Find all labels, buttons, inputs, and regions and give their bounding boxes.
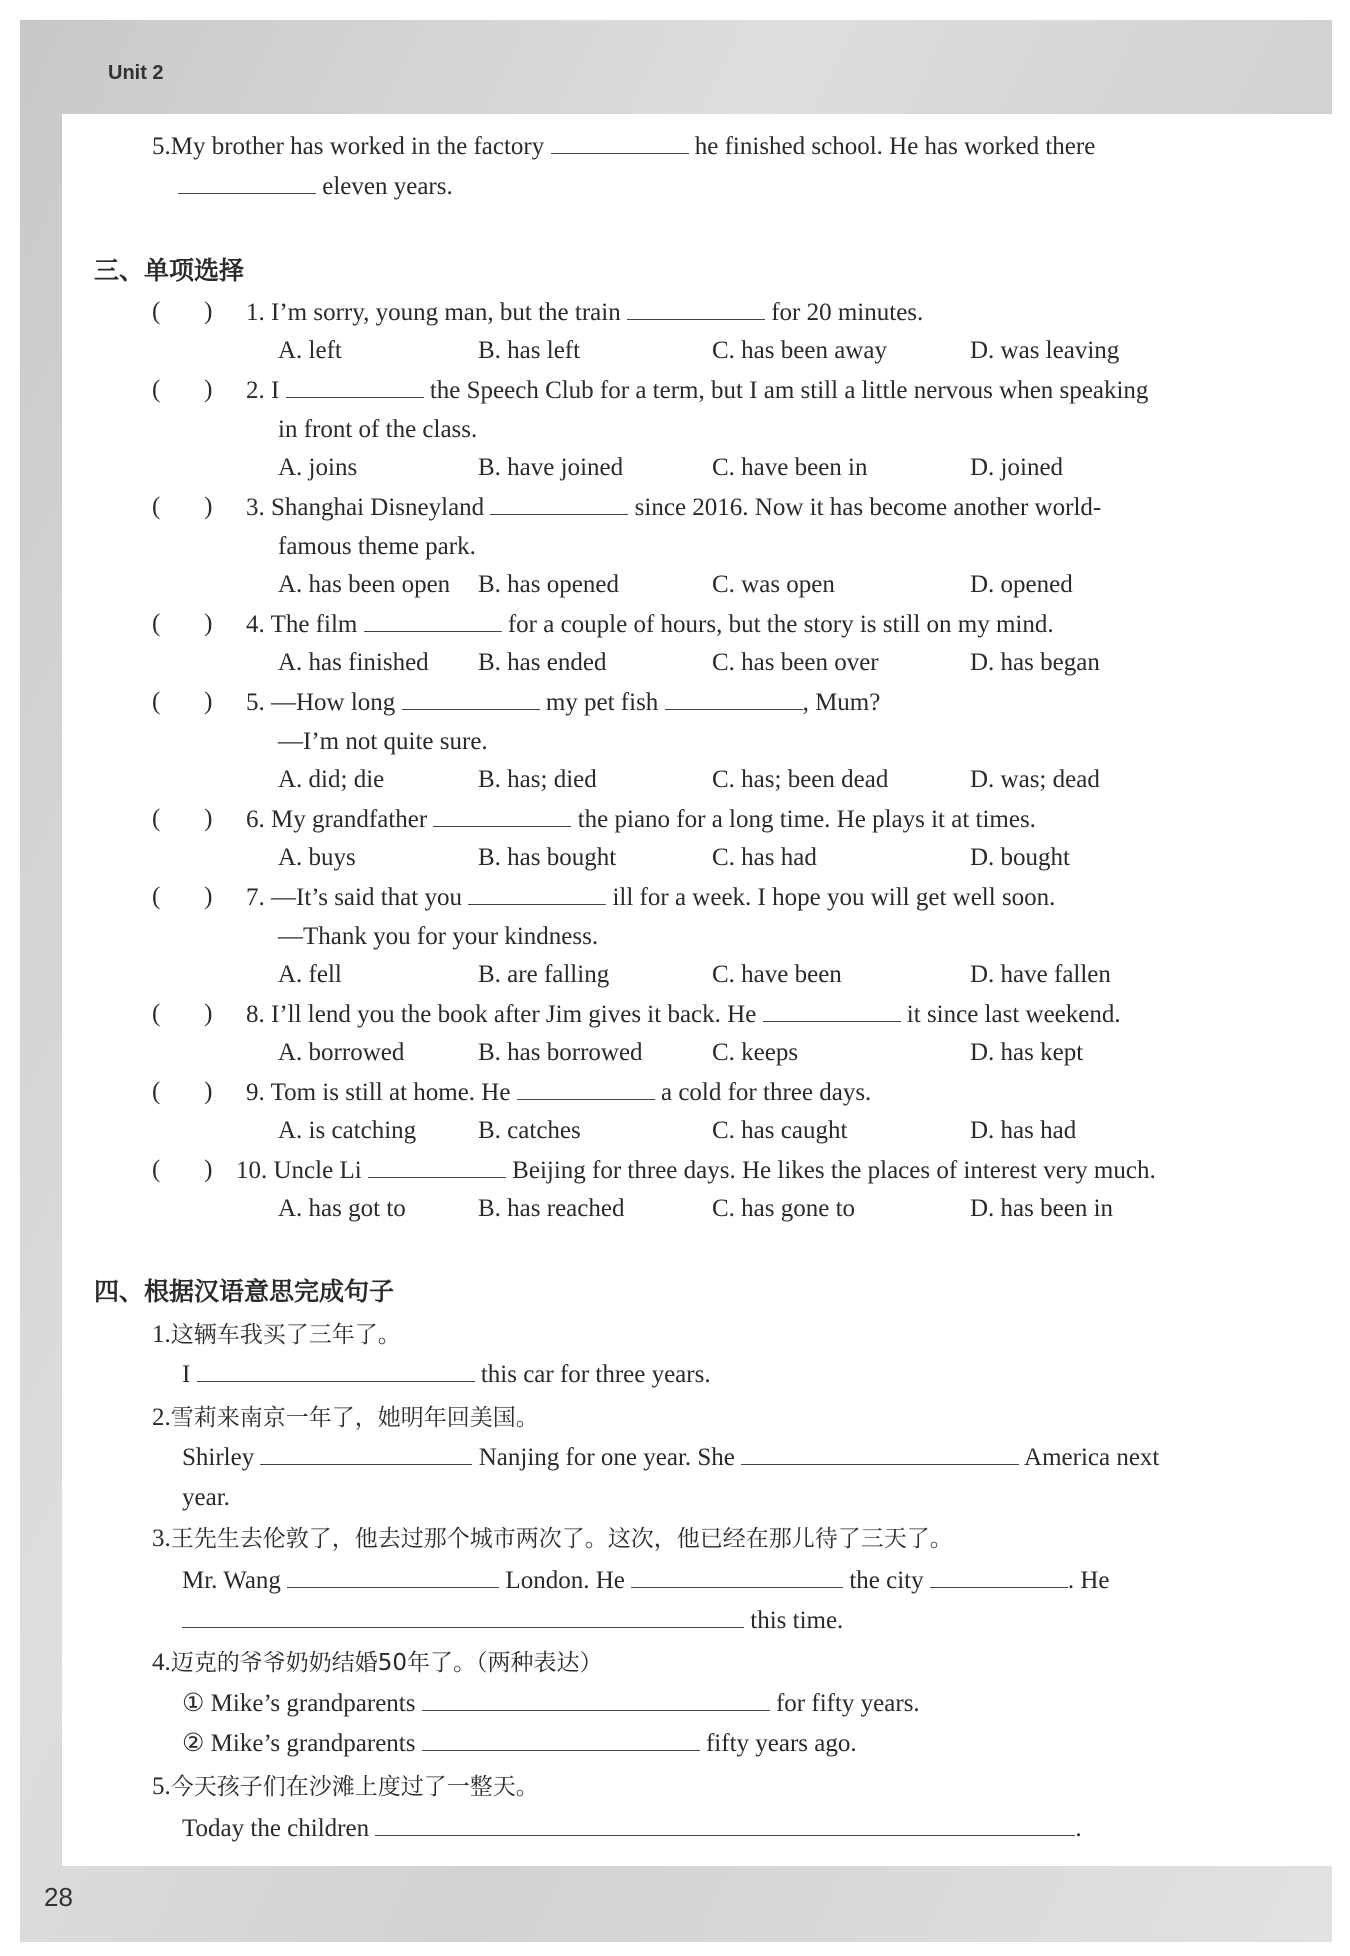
question-number: 5. [152, 133, 171, 160]
section-heading: 四、根据汉语意思完成句子 [94, 1277, 395, 1306]
option-b: B. has left [478, 337, 581, 364]
option-a: A. borrowed [278, 1039, 405, 1066]
option-b: B. has opened [478, 571, 619, 598]
translation-line [182, 1606, 843, 1636]
answer-bracket[interactable]: ( ) [152, 883, 213, 910]
option-d: D. was leaving [970, 337, 1120, 364]
translation-line [182, 1814, 1082, 1844]
answer-bracket[interactable]: ( ) [152, 610, 213, 637]
question-line [236, 1156, 1156, 1186]
option-c: C. has been away [712, 337, 887, 364]
option-d: D. joined [970, 454, 1064, 481]
answer-bracket[interactable]: ( ) [152, 376, 213, 403]
section-heading: 三、单项选择 [94, 256, 245, 285]
question-text: Uncle Li [273, 1157, 362, 1184]
question-number: 2. [246, 377, 265, 404]
answer-blank[interactable] [631, 1567, 843, 1588]
option-a: A. did; die [278, 766, 385, 793]
unit-label: Unit 2 [108, 62, 164, 84]
answer-blank[interactable] [741, 1444, 1019, 1465]
question-text: Shanghai Disneyland [271, 494, 485, 521]
item-number: 2. [152, 1404, 171, 1431]
option-a: A. has finished [278, 649, 429, 676]
circled-number: ① [182, 1690, 205, 1717]
translation-line [182, 1443, 1159, 1473]
option-d: D. has been in [970, 1195, 1114, 1222]
question-continuation: —I’m not quite sure. [278, 728, 488, 755]
question-line [246, 298, 923, 328]
question-line [246, 493, 1101, 523]
option-d: D. has had [970, 1117, 1077, 1144]
answer-blank[interactable] [551, 133, 689, 154]
sentence-text: Shirley [182, 1444, 255, 1471]
question-text: My grandfather [271, 806, 428, 833]
sentence-text: Mike’s grandparents [210, 1690, 416, 1717]
answer-blank[interactable] [287, 1567, 499, 1588]
option-c: C. have been [712, 961, 842, 988]
translation-line [182, 1360, 711, 1390]
option-a: A. left [278, 337, 342, 364]
chinese-text: 迈克的爷爷奶奶结婚50年了。（两种表达） [170, 1650, 603, 1676]
option-d: D. has kept [970, 1039, 1084, 1066]
option-c: C. has been over [712, 649, 879, 676]
question-text: a cold for three days. [660, 1079, 872, 1106]
question-number: 5. [246, 689, 265, 716]
answer-blank[interactable] [517, 1079, 655, 1100]
answer-blank[interactable] [422, 1730, 700, 1751]
answer-blank[interactable] [930, 1567, 1068, 1588]
question-line [246, 1000, 1121, 1030]
answer-bracket[interactable]: ( ) [152, 1000, 213, 1027]
question-text: since 2016. Now it has become another world- [634, 494, 1102, 521]
answer-blank[interactable] [763, 1001, 901, 1022]
option-b: B. has borrowed [478, 1039, 643, 1066]
item-number: 1. [152, 1321, 171, 1348]
question-number: 10. [236, 1157, 268, 1184]
item-number: 3. [152, 1525, 171, 1552]
question-text: The film [270, 611, 358, 638]
option-b: B. are falling [478, 961, 610, 988]
option-c: C. has caught [712, 1117, 848, 1144]
chinese-text: 雪莉来南京一年了，她明年回美国。 [170, 1405, 539, 1431]
option-a: A. has got to [278, 1195, 406, 1222]
sentence-text: London. He [505, 1567, 625, 1594]
answer-blank[interactable] [665, 689, 803, 710]
chinese-prompt [152, 1772, 539, 1802]
item-number: 5. [152, 1773, 171, 1800]
question-text: I’ll lend you the book after Jim gives it back. He [271, 1001, 757, 1028]
question-number: 8. [246, 1001, 265, 1028]
question-text: for 20 minutes. [771, 299, 924, 326]
question-text: ill for a week. I hope you will get well soon. [612, 884, 1056, 911]
answer-blank[interactable] [260, 1444, 472, 1465]
exercise-line [178, 172, 453, 202]
translation-continuation: year. [182, 1484, 230, 1511]
answer-blank[interactable] [490, 494, 628, 515]
option-c: C. has; been dead [712, 766, 889, 793]
chinese-text: 王先生去伦敦了，他去过那个城市两次了。这次，他已经在那儿待了三天了。 [170, 1526, 953, 1552]
question-number: 4. [246, 611, 265, 638]
question-text: he finished school. He has worked there [694, 133, 1096, 160]
question-text: eleven years. [322, 173, 453, 200]
question-text: for a couple of hours, but the story is still on my mind. [507, 611, 1054, 638]
question-line [246, 688, 880, 718]
answer-bracket[interactable]: ( ) [152, 1156, 213, 1183]
exercise-line [152, 132, 1095, 162]
question-text: the piano for a long time. He plays it at times. [577, 806, 1036, 833]
question-text: My brother has worked in the factory [170, 133, 545, 160]
chinese-text: 今天孩子们在沙滩上度过了一整天。 [170, 1774, 539, 1800]
sentence-text: Nanjing for one year. She [478, 1444, 735, 1471]
sentence-text: . He [1067, 1567, 1110, 1594]
question-number: 9. [246, 1079, 265, 1106]
answer-blank[interactable] [286, 377, 424, 398]
answer-blank[interactable] [364, 611, 502, 632]
sentence-text: for fifty years. [775, 1690, 920, 1717]
option-d: D. opened [970, 571, 1073, 598]
question-text: it since last weekend. [906, 1001, 1121, 1028]
question-line [246, 1078, 871, 1108]
option-c: C. was open [712, 571, 835, 598]
question-text: I’m sorry, young man, but the train [271, 299, 621, 326]
question-line [246, 610, 1054, 640]
question-continuation: —Thank you for your kindness. [278, 923, 599, 950]
answer-blank[interactable] [402, 689, 540, 710]
question-text: —How long [271, 689, 396, 716]
sentence-text: this car for three years. [480, 1361, 711, 1388]
option-a: A. is catching [278, 1117, 417, 1144]
chinese-prompt [152, 1648, 603, 1678]
sentence-text: . [1075, 1815, 1082, 1842]
option-b: B. has; died [478, 766, 597, 793]
option-b: B. has ended [478, 649, 607, 676]
translation-line [182, 1566, 1110, 1596]
sentence-text: I [182, 1361, 191, 1388]
question-line [246, 805, 1036, 835]
option-d: D. have fallen [970, 961, 1111, 988]
question-number: 1. [246, 299, 265, 326]
option-b: B. has reached [478, 1195, 625, 1222]
option-a: A. buys [278, 844, 356, 871]
chinese-prompt [152, 1524, 953, 1554]
option-b: B. has bought [478, 844, 617, 871]
answer-blank[interactable] [375, 1815, 1075, 1836]
sentence-text: Mike’s grandparents [210, 1730, 416, 1757]
option-d: D. was; dead [970, 766, 1100, 793]
question-line [246, 376, 1148, 406]
chinese-prompt [152, 1403, 539, 1433]
question-text: —It’s said that you [271, 884, 462, 911]
option-c: C. has had [712, 844, 817, 871]
sentence-text: America next [1024, 1444, 1160, 1471]
chinese-prompt [152, 1320, 401, 1350]
answer-bracket[interactable]: ( ) [152, 493, 213, 520]
translation-line [182, 1689, 920, 1719]
question-continuation: famous theme park. [278, 533, 476, 560]
answer-blank[interactable] [178, 173, 316, 194]
answer-bracket[interactable]: ( ) [152, 298, 213, 325]
question-text: Beijing for three days. He likes the places of interest very much. [512, 1157, 1156, 1184]
question-text: I [271, 377, 280, 404]
question-number: 6. [246, 806, 265, 833]
question-text: Tom is still at home. He [270, 1079, 511, 1106]
sentence-text: Mr. Wang [182, 1567, 281, 1594]
question-text: the Speech Club for a term, but I am still a little nervous when speaking [429, 377, 1149, 404]
option-c: C. have been in [712, 454, 868, 481]
answer-blank[interactable] [368, 1157, 506, 1178]
option-b: B. have joined [478, 454, 624, 481]
sentence-text: Today the children [182, 1815, 370, 1842]
question-text: , Mum? [802, 689, 881, 716]
question-number: 7. [246, 884, 265, 911]
answer-bracket[interactable]: ( ) [152, 1078, 213, 1105]
question-line [246, 883, 1055, 913]
translation-line [182, 1729, 857, 1759]
item-number: 4. [152, 1649, 171, 1676]
question-text: my pet fish [545, 689, 659, 716]
option-d: D. has began [970, 649, 1100, 676]
option-a: A. fell [278, 961, 342, 988]
option-c: C. keeps [712, 1039, 799, 1066]
sentence-text: fifty years ago. [705, 1730, 857, 1757]
circled-number: ② [182, 1730, 205, 1757]
option-b: B. catches [478, 1117, 581, 1144]
answer-blank[interactable] [197, 1361, 475, 1382]
answer-blank[interactable] [182, 1607, 744, 1628]
answer-bracket[interactable]: ( ) [152, 805, 213, 832]
sentence-text: this time. [750, 1607, 844, 1634]
answer-blank[interactable] [433, 806, 571, 827]
option-a: A. joins [278, 454, 358, 481]
option-d: D. bought [970, 844, 1070, 871]
option-a: A. has been open [278, 571, 451, 598]
answer-blank[interactable] [468, 884, 606, 905]
option-c: C. has gone to [712, 1195, 856, 1222]
question-continuation: in front of the class. [278, 416, 478, 443]
page-number: 28 [44, 1882, 73, 1912]
sentence-text: the city [849, 1567, 924, 1594]
chinese-text: 这辆车我买了三年了。 [170, 1322, 401, 1348]
answer-blank[interactable] [627, 299, 765, 320]
question-number: 3. [246, 494, 265, 521]
answer-bracket[interactable]: ( ) [152, 688, 213, 715]
answer-blank[interactable] [422, 1690, 770, 1711]
